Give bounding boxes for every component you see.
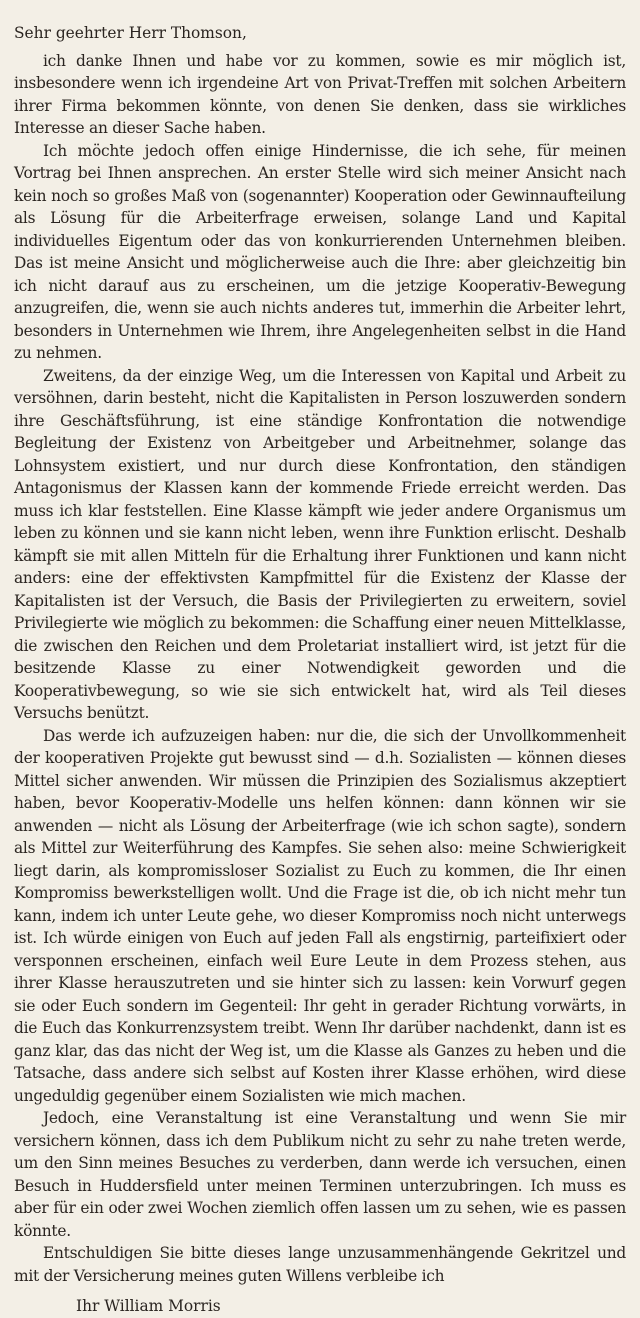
paragraph-5: Jedoch, eine Veranstaltung ist eine Veranstaltung und wenn Sie mir versichern können, dass ich dem Publikum nicht zu sehr zu nahe treten werde, um den Sinn meines Besuches zu verderben, dann werde ich versuchen, einen Besuch in Huddersfield unter meinen Terminen unterzubringen. Ich muss es aber für ein oder zwei Wochen ziemlich offen lassen um zu sehen, wie es passen könnte. <box>14 1109 626 1240</box>
paragraph-2: Ich möchte jedoch offen einige Hindernisse, die ich sehe, für meinen Vortrag bei Ihnen ansprechen. An erster Stelle wird sich meiner Ansicht nach kein noch so großes Maß von (sogenannter) Kooperation oder Gewinnaufteilung als Lösung für die Arbeiterfrage erweisen, solange Land und Kapital individuelles Eigentum oder das von konkurrierenden Unternehmen bleiben. Das ist meine Ansicht und möglicherweise auch die Ihre: aber gleichzeitig bin ich nicht darauf aus zu erscheinen, um die jetzige Kooperativ-Bewegung anzugreifen, die, wenn sie auch nichts anderes tut, immerhin die Arbeiter lehrt, besonders in Unternehmen wie Ihrem, ihre Angelegenheiten selbst in die Hand zu nehmen. <box>14 141 626 362</box>
paragraph-4: Das werde ich aufzuzeigen haben: nur die, die sich der Unvollkommenheit der kooperativen Projekte gut bewusst sind — d.h. Sozialisten — können dieses Mittel sicher anwenden. Wir müssen die Prinzipien des Sozialismus akzeptiert haben, bevor Kooperativ-Modelle uns helfen können: dann können wir sie anwenden — nicht als Lösung der Arbeiterfrage (wie ich schon sagte), sondern als Mittel zur Weiterführung des Kampfes. Sie sehen also: meine Schwierigkeit liegt darin, als kompromissloser Sozialist zu Euch zu kommen, die Ihr einen Kompromiss bewerkstelligen wollt. Und die Frage ist die, ob ich nicht mehr tun kann, indem ich unter Leute gehe, wo dieser Kompromiss noch nicht unterwegs ist. Ich würde einigen von Euch auf jeden Fall als engstirnig, parteifixiert oder versponnen erscheinen, einfach weil Eure Leute in dem Prozess stehen, aus ihrer Klasse herauszutreten und sie hinter sich zu lassen: kein Vorwurf gegen sie oder Euch sondern im Gegenteil: Ihr geht in gerader Richtung vorwärts, in die Euch das Konkurrenzsystem treibt. Wenn Ihr darüber nachdenkt, dann ist es ganz klar, das das nicht der Weg ist, um die Klasse als Ganzes zu heben und die Tatsache, dass andere sich selbst auf Kosten ihrer Klasse erhöhen, wird diese ungeduldig gegenüber einem Sozialisten wie mich machen. <box>14 726 626 1105</box>
signature: Ihr William Morris <box>76 1297 221 1315</box>
paragraph-3: Zweitens, da der einzige Weg, um die Interessen von Kapital und Arbeit zu versöhnen, darin besteht, nicht die Kapitalisten in Person loszuwerden sondern ihre Geschäftsführung, ist eine ständige Konfrontation die notwendige Begleitung der Existenz von Arbeitgeber und Arbeitnehmer, solange das Lohnsystem existiert, und nur durch diese Konfrontation, den ständigen Antagonismus der Klassen kann der kommende Friede erreicht werden. Das muss ich klar feststellen. Eine Klasse kämpft wie jeder andere Organismus um leben zu können und sie kann nicht leben, wenn ihre Funktion erlischt. Deshalb kämpft sie mit allen Mitteln für die Erhaltung ihrer Funktionen und kann nicht anders: eine der effektivsten Kampfmittel für die Existenz der Klasse der Kapitalisten ist der Versuch, die Basis der Privilegierten zu erweitern, soviel Privilegierte wie möglich zu bekommen: die Schaffung einer neuen Mittelklasse, die zwischen den Reichen und dem Proletariat installiert wird, ist jetzt für die besitzende Klasse zu einer Notwendigkeit geworden und die Kooperativbewegung, so wie sie sich entwickelt hat, wird als Teil dieses Versuchs benützt. <box>14 366 626 722</box>
salutation: Sehr geehrter Herr Thomson, <box>14 24 247 42</box>
paragraph-6: Entschuldigen Sie bitte dieses lange unzusammenhängende Gekritzel und mit der Versicherung meines guten Willens verbleibe ich <box>14 1244 626 1285</box>
paragraph-1: ich danke Ihnen und habe vor zu kommen, sowie es mir möglich ist, insbesondere wenn ich irgendeine Art von Privat-Treffen mit solchen Arbeitern ihrer Firma bekommen könnte, von denen Sie denken, dass sie wirkliches Interesse an dieser Sache haben. <box>14 51 626 137</box>
